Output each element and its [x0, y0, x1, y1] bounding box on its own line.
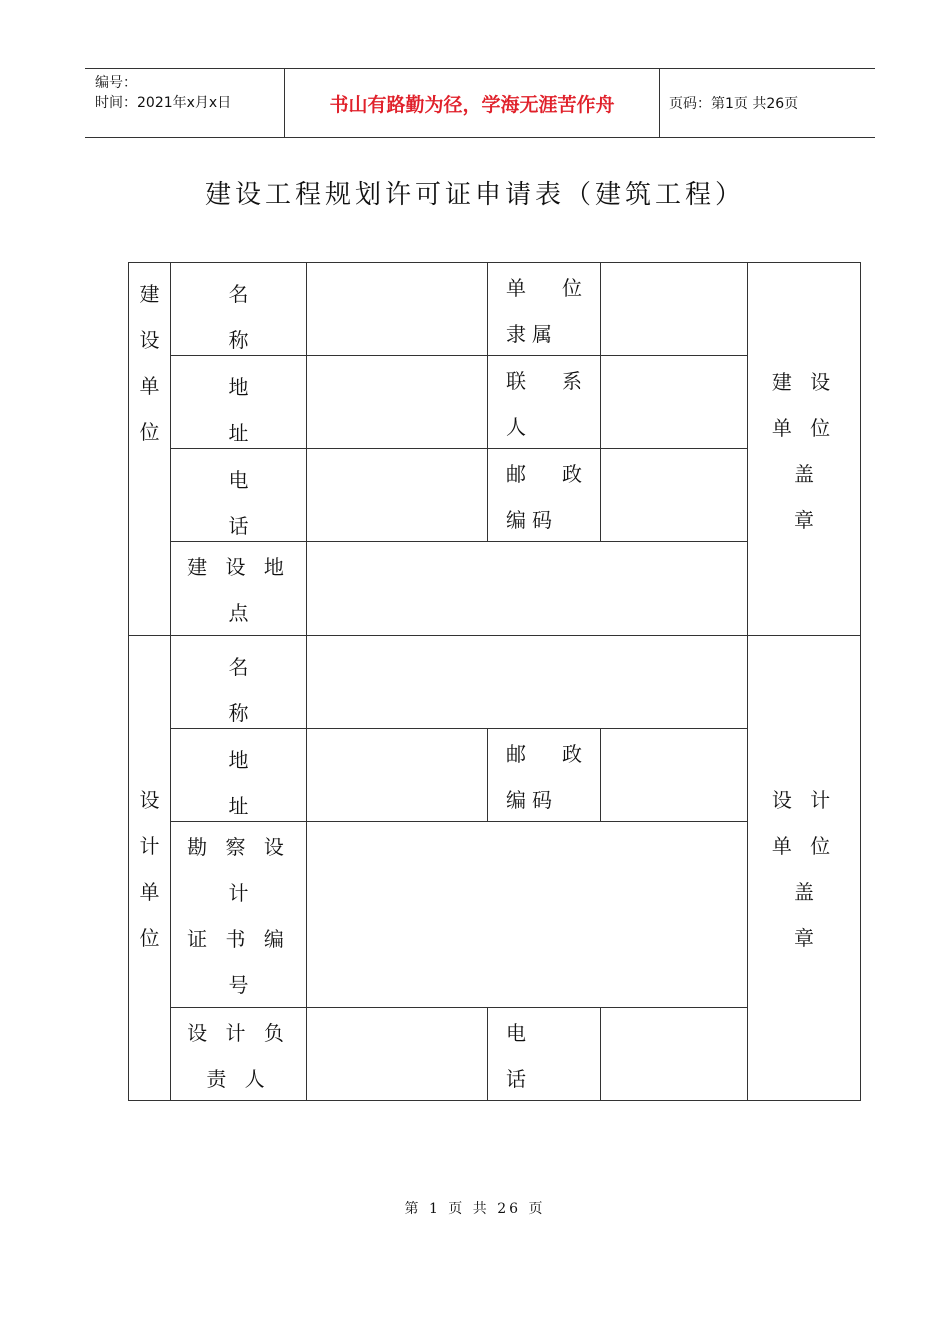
label-line: 址: [228, 421, 249, 445]
label-char: 政: [562, 742, 582, 766]
label-char: 政: [562, 462, 582, 486]
label-line: 设 计 负: [187, 1021, 290, 1045]
label-char: 邮: [506, 462, 526, 486]
label-line: 隶属: [506, 322, 558, 346]
address-label: [170, 355, 307, 449]
label-char: 联: [506, 369, 526, 393]
construction-seal-area[interactable]: [747, 262, 861, 636]
seal-line: 章: [794, 926, 814, 950]
design-person-field[interactable]: [306, 1007, 488, 1101]
label-line: 人: [506, 415, 526, 439]
label-line: 地: [228, 375, 249, 399]
label-line: 编码: [506, 508, 558, 532]
seal-line: 设 计: [771, 788, 837, 812]
group-char: 建: [139, 282, 160, 306]
name-label: [170, 262, 307, 356]
design-name-label: [170, 635, 307, 729]
label-line: 证 书 编: [187, 927, 290, 951]
header-motto: 书山有路勤为径，学海无涯苦作舟: [285, 69, 660, 137]
site-label: [170, 541, 307, 636]
construction-name-field[interactable]: [306, 262, 488, 356]
page-title: 建设工程规划许可证申请表（建筑工程）: [204, 180, 745, 210]
label-line: 号: [228, 973, 249, 997]
seal-line: 单 位: [771, 416, 837, 440]
design-seal-area[interactable]: [747, 635, 861, 1101]
design-address-field[interactable]: [306, 728, 488, 822]
label-line: 称: [228, 328, 249, 352]
label-line: 址: [228, 794, 249, 818]
seal-line: 章: [794, 508, 814, 532]
construction-unit-label: [128, 262, 171, 636]
group-char: 设: [139, 788, 160, 812]
postcode-label: [487, 448, 601, 542]
group-char: 单: [139, 880, 160, 904]
page-footer: 第 1 页 共 26 页: [404, 1201, 546, 1217]
design-person-label: [170, 1007, 307, 1101]
label-line: 话: [506, 1067, 526, 1091]
label-char: 系: [562, 369, 582, 393]
construction-postcode-field[interactable]: [600, 448, 748, 542]
construction-phone-field[interactable]: [306, 448, 488, 542]
seal-line: 盖: [794, 880, 814, 904]
design-name-field[interactable]: [306, 635, 748, 729]
group-char: 单: [139, 374, 160, 398]
label-line: 计: [228, 881, 249, 905]
construction-address-field[interactable]: [306, 355, 488, 449]
header-meta: [85, 69, 285, 137]
group-char: 设: [139, 328, 160, 352]
time-label: 时间：2021年x月x日: [95, 95, 232, 111]
label-line: 电: [506, 1021, 526, 1045]
label-line: 编码: [506, 788, 558, 812]
group-char: 位: [139, 420, 160, 444]
header-page-info: 页码：第1页 共26页: [669, 96, 799, 112]
number-label: 编号：: [95, 75, 137, 91]
certificate-field[interactable]: [306, 821, 748, 1008]
seal-line: 单 位: [771, 834, 837, 858]
contact-label: [487, 355, 601, 449]
label-line: 名: [228, 282, 249, 306]
label-line: 点: [228, 601, 249, 625]
phone-label: [170, 448, 307, 542]
affiliation-field[interactable]: [600, 262, 748, 356]
design-postcode-label: [487, 728, 601, 822]
label-line: 称: [228, 701, 249, 725]
seal-line: 建 设: [771, 370, 837, 394]
label-line: 电: [228, 468, 249, 492]
label-line: 勘 察 设: [187, 835, 290, 859]
label-char: 邮: [506, 742, 526, 766]
design-postcode-field[interactable]: [600, 728, 748, 822]
label-line: 建 设 地: [187, 555, 290, 579]
label-line: 责 人: [206, 1067, 271, 1091]
group-char: 位: [139, 926, 160, 950]
certificate-label: [170, 821, 307, 1008]
application-form: [128, 262, 861, 1101]
site-field[interactable]: [306, 541, 748, 636]
seal-line: 盖: [794, 462, 814, 486]
label-line: 名: [228, 655, 249, 679]
label-line: 地: [228, 748, 249, 772]
document-header: [85, 68, 875, 138]
design-phone-field[interactable]: [600, 1007, 748, 1101]
group-char: 计: [139, 834, 160, 858]
label-char: 单: [506, 276, 526, 300]
design-unit-label: [128, 635, 171, 1101]
affiliation-label: [487, 262, 601, 356]
design-phone-label: [487, 1007, 601, 1101]
design-address-label: [170, 728, 307, 822]
contact-field[interactable]: [600, 355, 748, 449]
label-char: 位: [562, 276, 582, 300]
label-line: 话: [228, 514, 249, 538]
